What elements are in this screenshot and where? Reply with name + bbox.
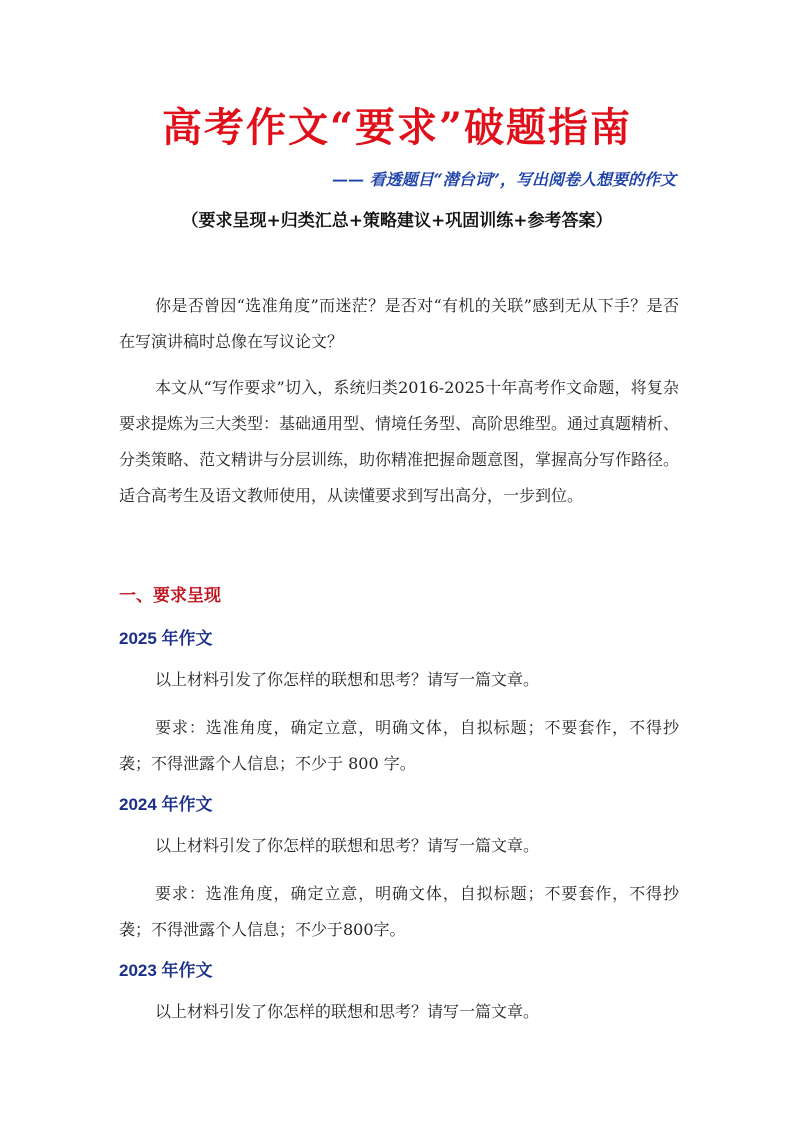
essay-prompt: 以上材料引发了你怎样的联想和思考？请写一篇文章。 xyxy=(155,1002,540,1021)
document-title: 高考作文“要求”破题指南 xyxy=(161,104,632,151)
year-heading: 2024 年作文 xyxy=(119,795,213,814)
intro-paragraph: 你是否曾因“选准角度”而迷茫？是否对“有机的关联”感到无从下手？是否在写演讲稿时总像在写议论文？ xyxy=(119,296,679,351)
document-subtitle: —— 看透题目“潜台词”，写出阅卷人想要的作文 xyxy=(332,170,676,189)
section-heading: 一、要求呈现 xyxy=(119,586,221,606)
essay-requirement: 要求：选准角度，确定立意，明确文体，自拟标题；不要套作，不得抄袭；不得泄露个人信息；不少于 800 字。 xyxy=(119,718,679,773)
essay-requirement: 要求：选准角度，确定立意，明确文体，自拟标题；不要套作，不得抄袭；不得泄露个人信息；不少于800字。 xyxy=(119,884,679,939)
intro-paragraph: 本文从“写作要求”切入，系统归类2016-2025十年高考作文命题，将复杂要求提炼为三大类型：基础通用型、情境任务型、高阶思维型。通过真题精析、分类策略、范文精讲与分层训练，助你精准把握命题意图，掌握高分写作路径。适合高考生及语文教师使用，从读懂要求到写出高分，一步到位。 xyxy=(119,378,680,505)
year-heading: 2023 年作文 xyxy=(119,961,213,980)
year-heading: 2025 年作文 xyxy=(119,629,213,648)
essay-prompt: 以上材料引发了你怎样的联想和思考？请写一篇文章。 xyxy=(155,670,540,689)
essay-prompt: 以上材料引发了你怎样的联想和思考？请写一篇文章。 xyxy=(155,836,540,855)
contents-note: （要求呈现+归类汇总+策略建议+巩固训练+参考答案） xyxy=(181,211,613,231)
